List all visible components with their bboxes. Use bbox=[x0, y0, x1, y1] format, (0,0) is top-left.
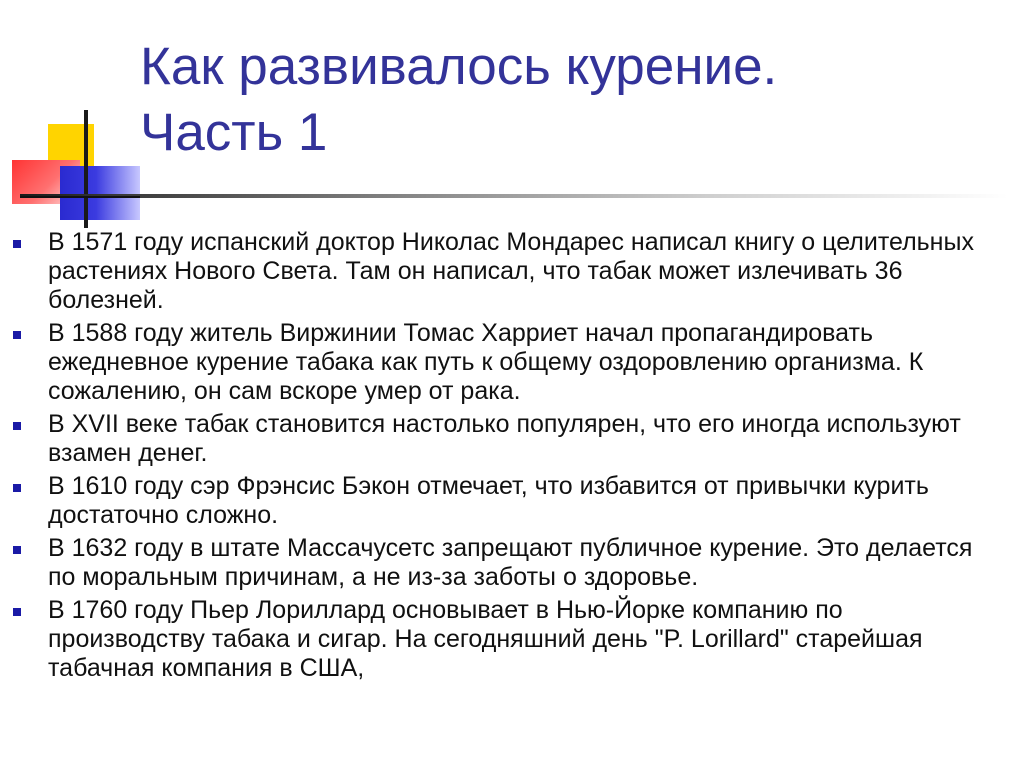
slide-title-line-1: Как развивалось курение. bbox=[140, 37, 778, 96]
title-underline-accent bbox=[20, 196, 140, 198]
square-bullet-icon bbox=[13, 608, 21, 616]
square-bullet-icon bbox=[13, 546, 21, 554]
square-bullet-icon bbox=[13, 484, 21, 492]
square-bullet-icon bbox=[13, 422, 21, 430]
square-bullet-icon bbox=[13, 240, 21, 248]
bullet-item bbox=[0, 410, 1000, 468]
blue-square-decoration bbox=[60, 166, 140, 220]
bullet-item bbox=[0, 472, 1000, 530]
bullet-text: В 1760 году Пьер Лориллард основывает в Нью-Йорке компанию по производству табака и сигар. На сегодняшний день "P. Lorillard" старейшая табачная компания в США, bbox=[48, 596, 923, 682]
slide-body bbox=[0, 228, 1000, 687]
decorative-logo bbox=[0, 0, 150, 240]
title-underline bbox=[20, 194, 1008, 198]
bullet-list bbox=[0, 228, 1000, 683]
bullet-text: В 1571 году испанский доктор Николас Мондарес написал книгу о целительных растениях Нового Света. Там он написал, что табак может излечивать 36 болезней. bbox=[48, 228, 974, 314]
bullet-text: В 1632 году в штате Массачусетс запрещают публичное курение. Это делается по моральным причинам, а не из-за заботы о здоровье. bbox=[48, 534, 973, 591]
square-bullet-icon bbox=[13, 331, 21, 339]
slide-title-line-2: Часть 1 bbox=[140, 103, 328, 162]
bullet-item bbox=[0, 596, 1000, 683]
bullet-text: В 1588 году житель Виржинии Томас Харриет начал пропагандировать ежедневное курение табака как путь к общему оздоровлению организма. К сожалению, он сам вскоре умер от рака. bbox=[48, 319, 924, 405]
vertical-line-decoration bbox=[84, 110, 88, 228]
bullet-item bbox=[0, 534, 1000, 592]
slide-title bbox=[140, 34, 1000, 166]
bullet-text: В XVII веке табак становится настолько популярен, что его иногда используют взамен денег. bbox=[48, 410, 961, 467]
bullet-item bbox=[0, 319, 1000, 406]
bullet-text: В 1610 году сэр Фрэнсис Бэкон отмечает, что избавится от привычки курить достаточно сложно. bbox=[48, 472, 929, 529]
bullet-item bbox=[0, 228, 1000, 315]
